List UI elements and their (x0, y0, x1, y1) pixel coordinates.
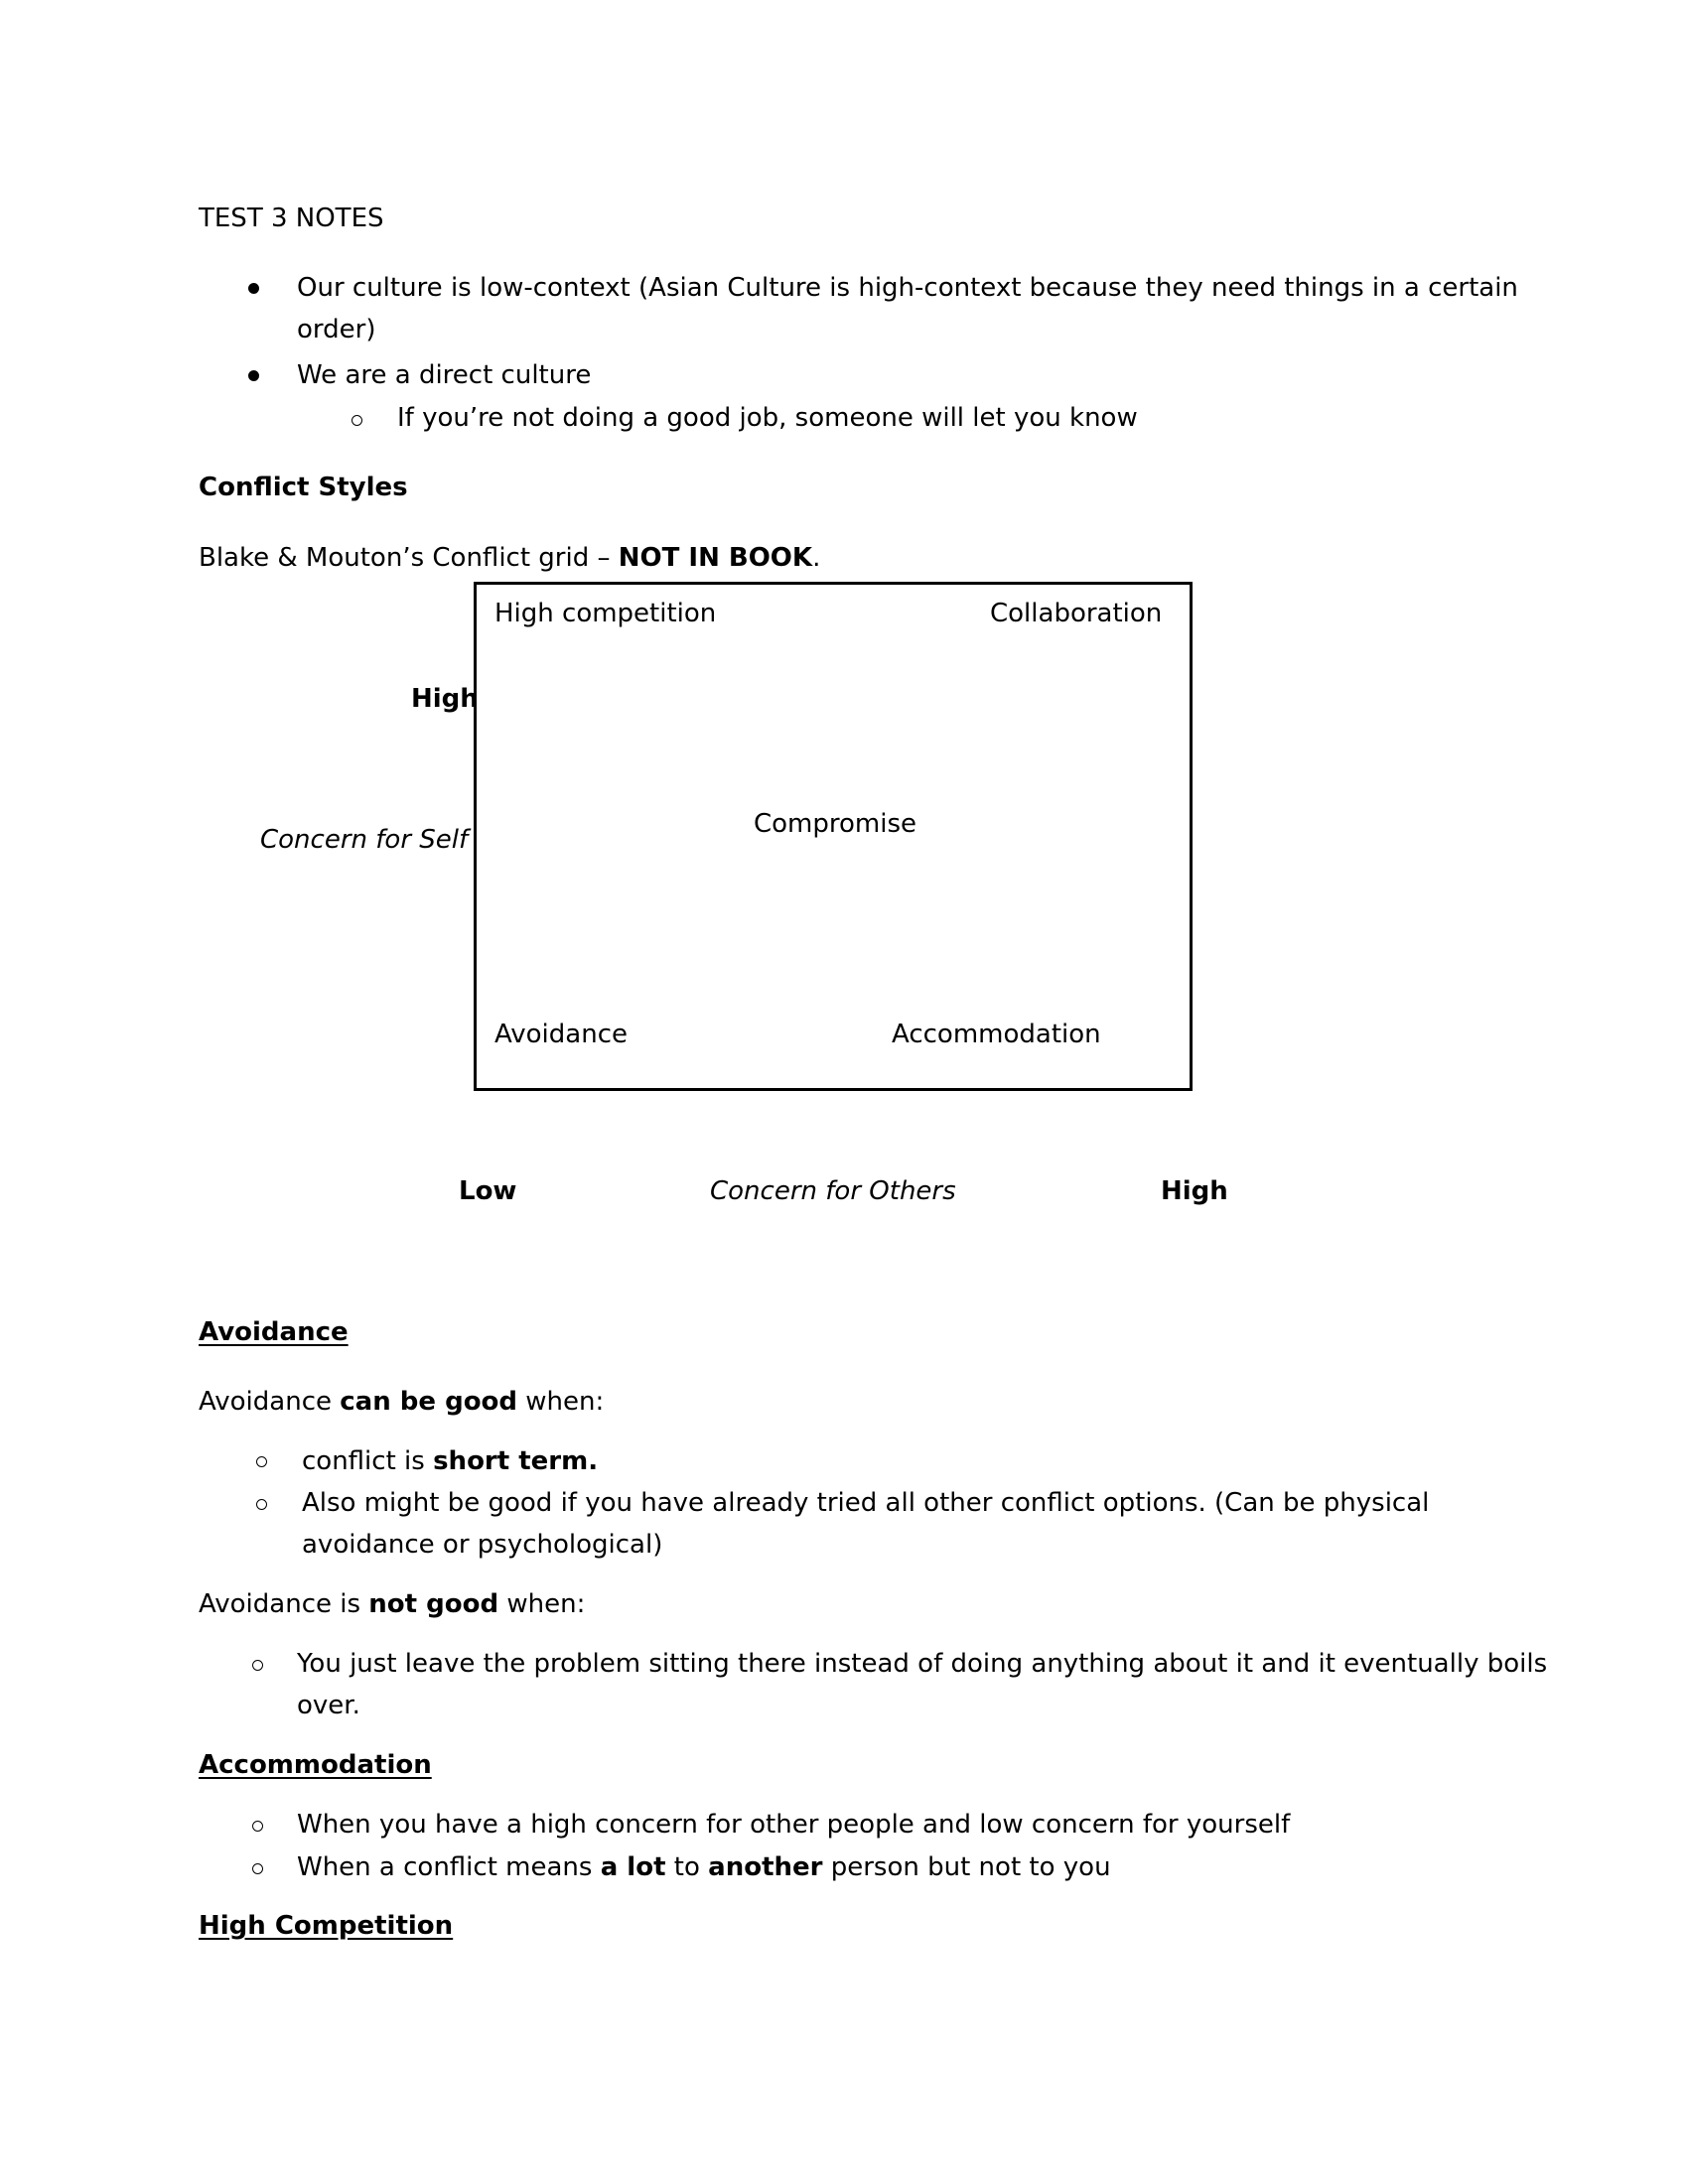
sub-list-item: If you’re not doing a good job, someone will let you know (397, 403, 1138, 433)
section-heading: Conflict Styles (199, 473, 408, 502)
avoidance-bad-intro (199, 1590, 585, 1619)
x-axis-low-label: Low (459, 1176, 517, 1206)
bullet-icon (248, 370, 259, 381)
grid-caption-bold: NOT IN BOOK (618, 543, 813, 573)
list-item-continuation: avoidance or psychological) (302, 1530, 663, 1560)
avoidance-good-intro (199, 1388, 604, 1417)
list-item: When you have a high concern for other people and low concern for yourself (297, 1810, 1291, 1840)
grid-label-avoidance: Avoidance (494, 1020, 628, 1049)
text-run: Avoidance is (199, 1589, 369, 1619)
bullet-icon (248, 283, 259, 294)
text-run: when: (498, 1589, 586, 1619)
grid-label-high-competition: High competition (494, 599, 717, 628)
grid-caption-suffix: . (812, 543, 821, 573)
grid-label-accommodation: Accommodation (892, 1020, 1101, 1049)
text-run: person but not to you (822, 1852, 1111, 1882)
text-run: Avoidance (199, 1387, 341, 1417)
text-run-bold: short term. (433, 1446, 599, 1476)
list-item (302, 1447, 598, 1476)
circle-bullet-icon (256, 1499, 267, 1510)
x-axis-label: Concern for Others (710, 1176, 956, 1206)
list-item-continuation: order) (297, 315, 376, 344)
circle-bullet-icon (252, 1821, 263, 1832)
list-item: You just leave the problem sitting there instead of doing anything about it and it eventually boils (297, 1649, 1548, 1679)
x-axis-high-label: High (1161, 1176, 1228, 1206)
circle-bullet-icon (256, 1456, 267, 1467)
y-axis-high-label: High (411, 684, 479, 714)
circle-bullet-icon (252, 1863, 263, 1874)
text-run: conflict is (302, 1446, 434, 1476)
grid-label-compromise: Compromise (754, 809, 917, 839)
page-title: TEST 3 NOTES (199, 204, 384, 233)
list-item: We are a direct culture (297, 360, 592, 390)
list-item-continuation: over. (297, 1691, 360, 1720)
circle-bullet-icon (252, 1660, 263, 1671)
list-item: Also might be good if you have already tried all other conflict options. (Can be physical (302, 1488, 1430, 1518)
grid-caption (199, 544, 820, 573)
circle-bullet-icon (352, 415, 362, 426)
text-run-bold: a lot (600, 1852, 666, 1882)
list-item (297, 1853, 1111, 1882)
text-run: When a conflict means (297, 1852, 601, 1882)
grid-label-collaboration: Collaboration (990, 599, 1163, 628)
text-run: to (665, 1852, 709, 1882)
high-competition-heading: High Competition (199, 1911, 454, 1941)
text-run-bold: another (708, 1852, 823, 1882)
accommodation-heading: Accommodation (199, 1750, 432, 1780)
text-run-bold: can be good (340, 1387, 518, 1417)
y-axis-label: Concern for Self (260, 825, 469, 855)
avoidance-heading: Avoidance (199, 1317, 349, 1347)
grid-caption-prefix: Blake & Mouton’s Conflict grid – (199, 543, 619, 573)
text-run-bold: not good (368, 1589, 499, 1619)
list-item: Our culture is low-context (Asian Culture is high-context because they need things in a certain (297, 273, 1518, 303)
text-run: when: (517, 1387, 605, 1417)
